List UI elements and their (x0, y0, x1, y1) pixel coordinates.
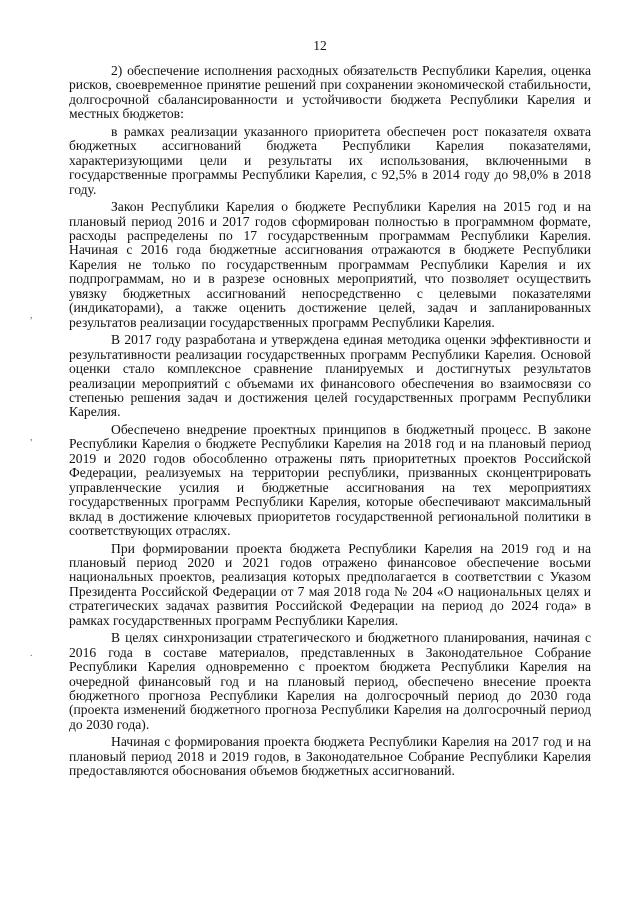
margin-mark: , (30, 432, 33, 443)
paragraph-strategic-planning: В целях синхронизации стратегического и бюджетного планирования, начиная с 2016 года в составе материалов, представленных в Законодательное Собрание Республики Карелия одновременно с проектом бюджета Республики Карелия на очередной финансовый год и на плановый период, обеспечено внесение проекта бюджетного прогноза Республики Карелия на долгосрочный период до 2030 года (проекта изменений бюджетного прогноза Республики Карелия на долгосрочный период до 2030 года). (69, 630, 591, 732)
page-number: 12 (313, 38, 327, 53)
paragraph-budget-justifications: Начиная с формирования проекта бюджета Республики Карелия на 2017 год и на плановый период 2018 и 2019 годов, в Законодательное Собрание Республики Карелия предоставляются обоснования объемов бюджетных ассигнований. (69, 734, 591, 779)
margin-mark: . (30, 648, 33, 659)
document-body (69, 64, 591, 782)
paragraph-budget-law-2015: Закон Республики Карелия о бюджете Республики Карелия на 2015 год и на плановый период 2016 и 2017 годов сформирован полностью в программном формате, расходы распределены по 17 государственным программам Республики Карелия. Начиная с 2016 года бюджетные ассигнования отражаются в бюджете Республики Карелия не только по государственным программам Республики Карелия и их подпрограммам, но и в разрезе основных мероприятий, что позволяет осуществить увязку бюджетных ассигнований непосредственно с целевыми показателями (индикаторами), а также оценить достижение целей, задач и запланированных результатов реализации государственных программ Республики Карелия. (69, 199, 591, 330)
paragraph-national-projects: При формировании проекта бюджета Республики Карелия на 2019 год и на плановый период 2020 и 2021 годов отражено финансовое обеспечение восьми национальных проектов, реализация которых предполагается в соответствии с Указом Президента Российской Федерации от 7 мая 2018 года № 204 «О национальных целях и стратегических задачах развития Российской Федерации на период до 2024 года» в рамках государственных программ Республики Карелия. (69, 540, 591, 628)
margin-mark: , (30, 310, 33, 321)
paragraph-coverage-indicator: в рамках реализации указанного приоритета обеспечен рост показателя охвата бюджетных ассигнований бюджета Республики Карелия показателями, характеризующими цели и результаты их использования, включенными в государственные программы Республики Карелия, с 92,5% в 2014 году до 98,0% в 2018 году. (69, 123, 591, 197)
paragraph-budget-obligations: 2) обеспечение исполнения расходных обязательств Республики Карелия, оценка рисков, своевременное принятие решений при сохранении экономической стабильности, долгосрочной сбалансированности и устойчивости бюджета Республики Карелия и местных бюджетов: (69, 63, 591, 122)
paragraph-project-principles: Обеспечено внедрение проектных принципов в бюджетный процесс. В законе Республики Карелия о бюджете Республики Карелия на 2018 год и на плановый период 2019 и 2020 годов обособленно отражены пять приоритетных проектов Российской Федерации, реализуемых на территории республики, призванных сконцентрировать управленческие усилия и бюджетные ассигнования на тех мероприятиях государственных программ Республики Карелия, которые обеспечивают максимальный вклад в достижение ключевых приоритетов государственной региональной политики в соответствующих отраслях. (69, 421, 591, 539)
paragraph-evaluation-method-2017: В 2017 году разработана и утверждена единая методика оценки эффективности и результативности реализации государственных программ Республики Карелия. Основой оценки стало комплексное сравнение планируемых и достигнутых результатов реализации мероприятий с объемами их финансового обеспечения во взаимосвязи со степенью решения задач и достижения целей государственных программ Республики Карелия. (69, 332, 591, 420)
